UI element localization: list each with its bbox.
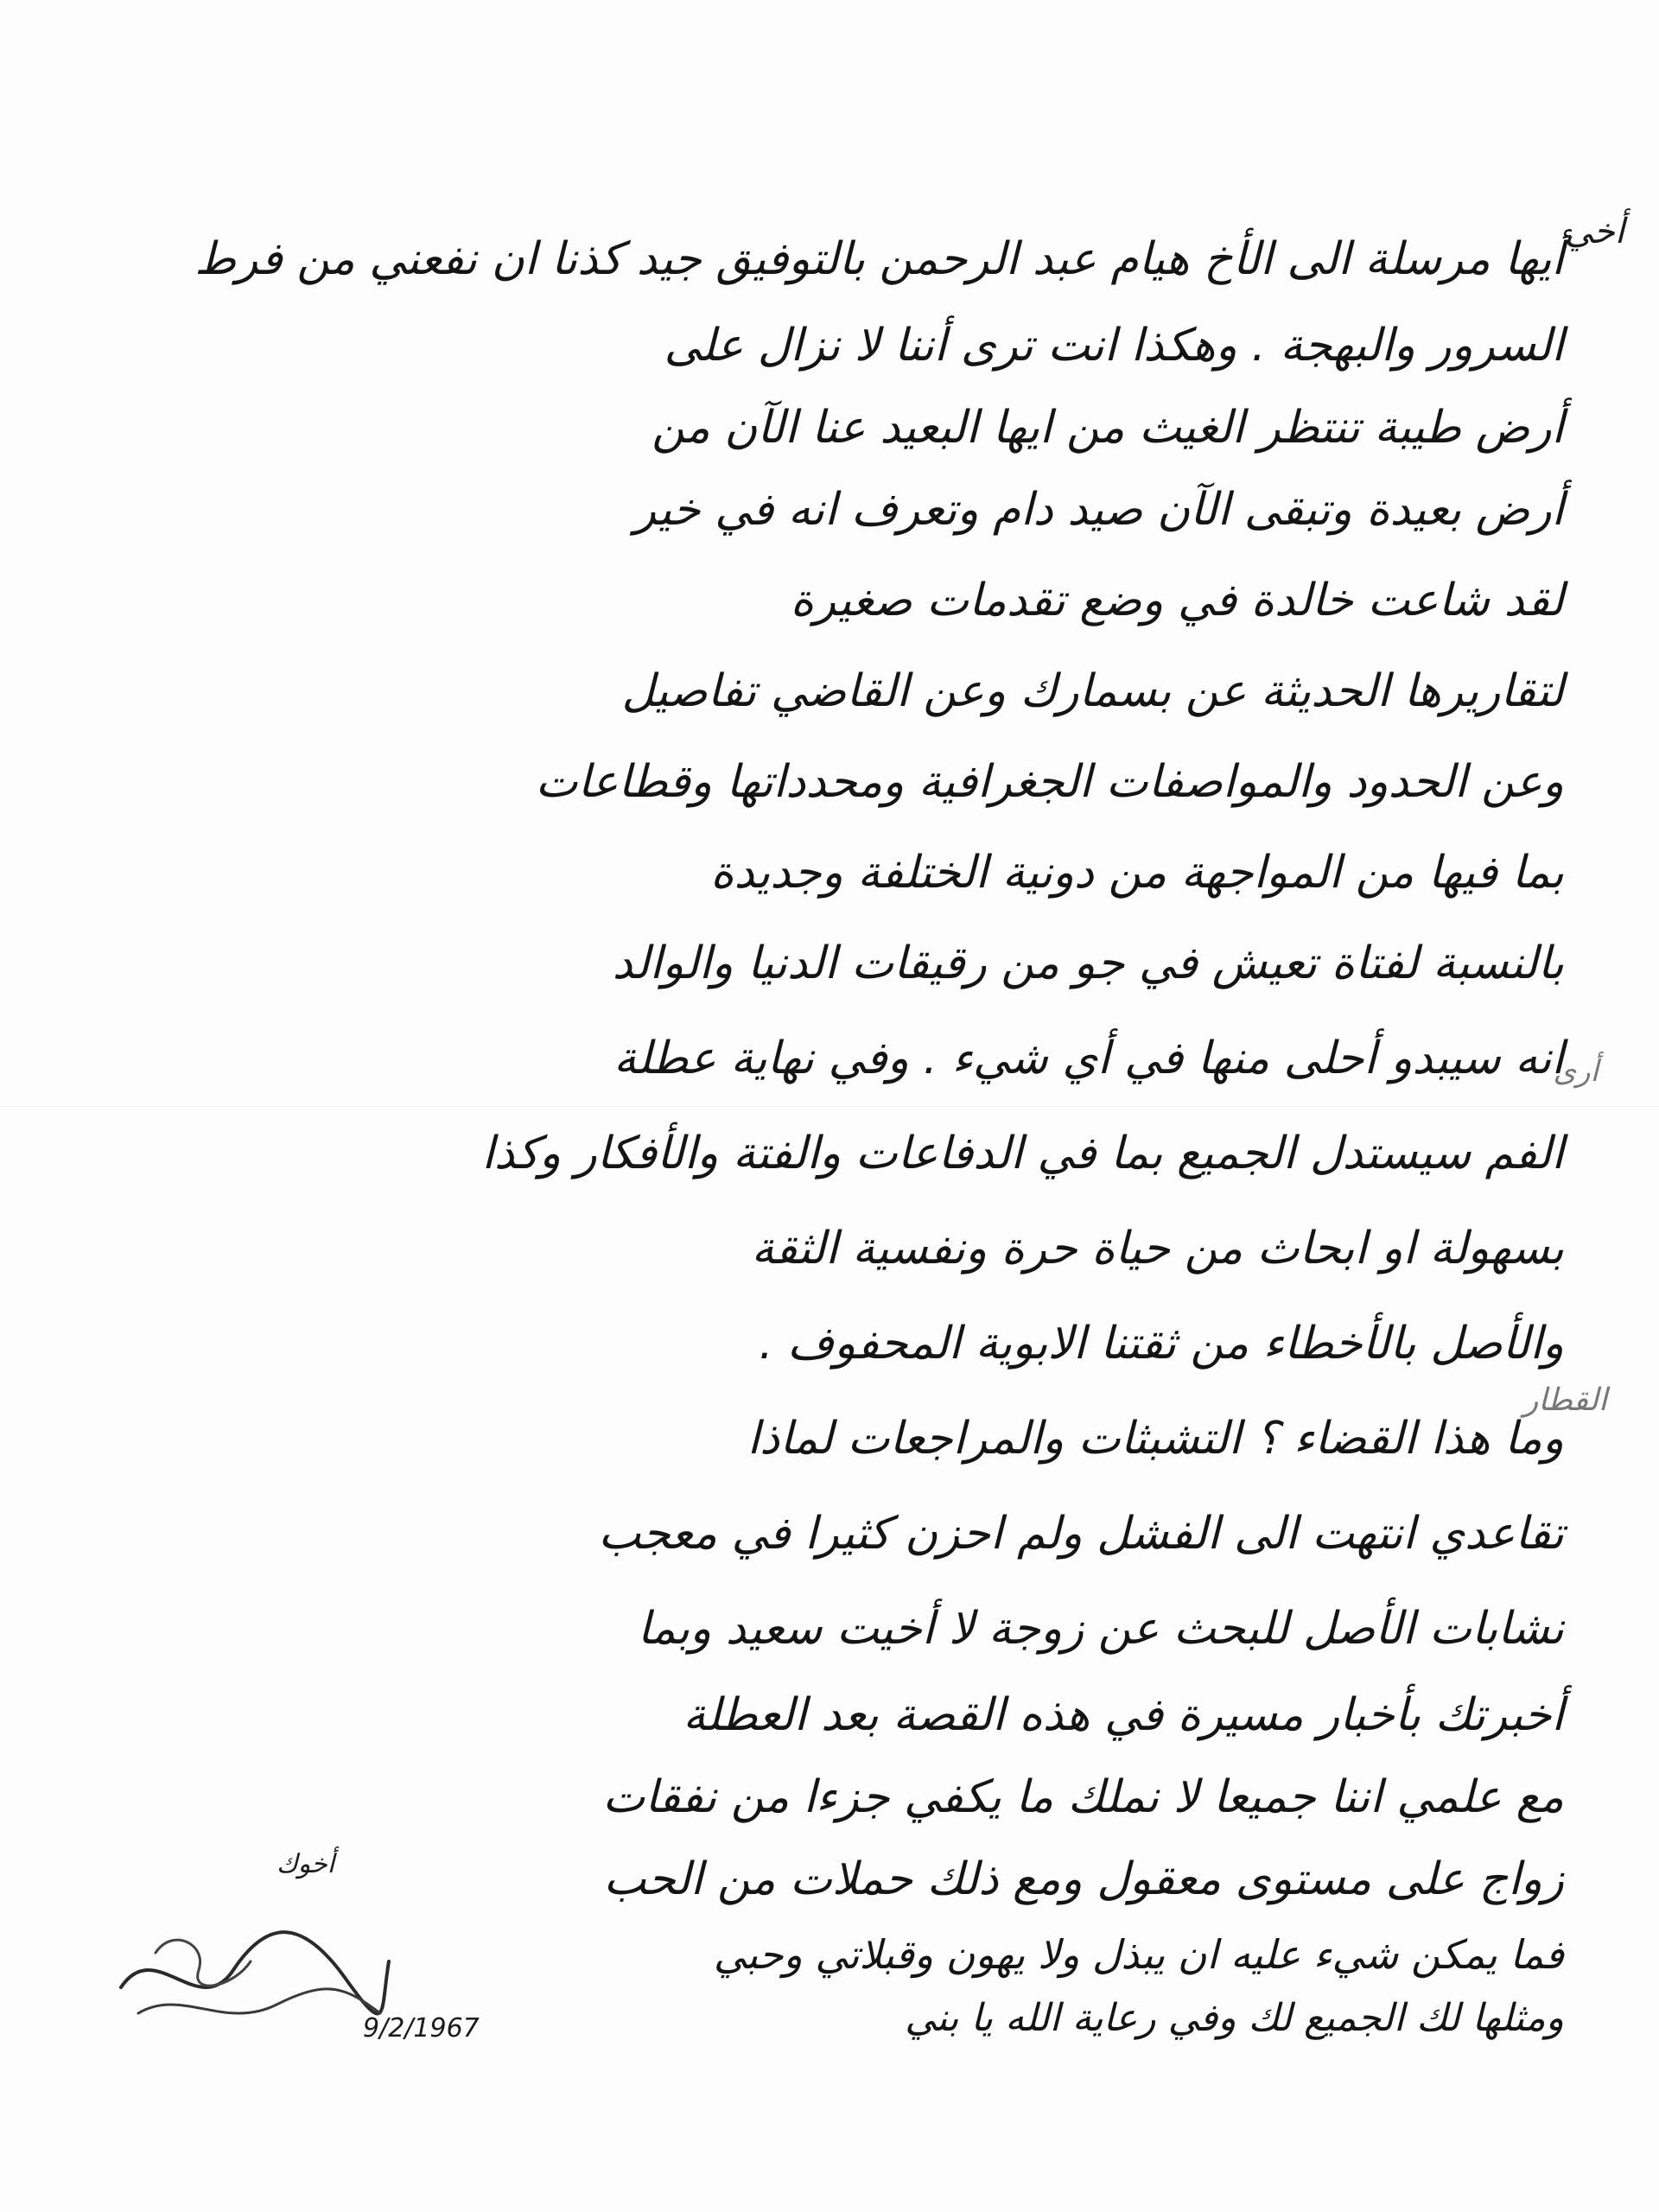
letter-line-9: بالنسبة لفتاة تعيش في جو من رقيقات الدنيا والوالد	[612, 938, 1564, 989]
letter-date: 9/2/1967	[363, 2013, 480, 2044]
corner-mark: أخي	[1564, 212, 1624, 251]
signature-scribble-icon	[104, 1884, 397, 2056]
margin-note-1: القطار	[1522, 1382, 1607, 1418]
letter-line-17: أخبرتك بأخبار مسيرة في هذه القصة بعد العطلة	[683, 1689, 1564, 1741]
letter-line-20: فما يمكن شيء عليه ان يبذل ولا يهون وقبلاتي وحبي	[713, 1931, 1564, 1978]
signature-text: أخوك	[276, 1849, 335, 1879]
letter-line-7: وعن الحدود والمواصفات الجغرافية ومحدداتها وقطاعات	[535, 756, 1564, 808]
letter-line-2: السرور والبهجة . وهكذا انت ترى أننا لا نزال على	[664, 320, 1564, 372]
letter-line-6: لتقاريرها الحديثة عن بسمارك وعن القاضي تفاصيل	[621, 665, 1564, 717]
letter-line-3: أرض طيبة تنتظر الغيث من ايها البعيد عنا الآن من	[652, 402, 1564, 454]
letter-line-21: ومثلها لك الجميع لك وفي رعاية الله يا بني	[905, 1996, 1564, 2040]
handwritten-letter	[130, 207, 1564, 2074]
margin-note-2: أرى	[1553, 1054, 1599, 1089]
letter-line-10: انه سيبدو أحلى منها في أي شيء . وفي نهاية عطلة	[613, 1033, 1564, 1084]
letter-line-12: بسهولة او ابحاث من حياة حرة ونفسية الثقة	[751, 1223, 1564, 1274]
letter-line-19: زواج على مستوى معقول ومع ذلك حملات من الحب	[603, 1853, 1564, 1905]
letter-line-14: وما هذا القضاء ؟ التشبثات والمراجعات لماذا	[747, 1413, 1564, 1465]
letter-line-18: مع علمي اننا جميعا لا نملك ما يكفي جزءا من نفقات	[602, 1771, 1564, 1823]
letter-line-8: بما فيها من المواجهة من دونية الختلفة وجديدة	[710, 847, 1564, 899]
letter-line-1: أيها مرسلة الى الأخ هيام عبد الرحمن بالتوفيق جيد كذنا ان نفعني من فرط	[194, 233, 1564, 285]
letter-line-16: نشابات الأصل للبحث عن زوجة لا أخيت سعيد وبما	[637, 1603, 1564, 1655]
letter-line-4: أرض بعيدة وتبقى الآن صيد دام وتعرف انه في خير	[634, 484, 1564, 536]
letter-line-15: تقاعدي انتهت الى الفشل ولم احزن كثيرا في معجب	[598, 1508, 1564, 1560]
letter-line-5: لقد شاعت خالدة في وضع تقدمات صغيرة	[790, 575, 1564, 626]
signature-block	[104, 1849, 397, 2056]
letter-line-11: الفم سيستدل الجميع بما في الدفاعات والفتة والأفكار وكذا	[481, 1128, 1564, 1179]
letter-line-13: والأصل بالأخطاء من ثقتنا الابوية المحفوف .	[759, 1318, 1564, 1370]
